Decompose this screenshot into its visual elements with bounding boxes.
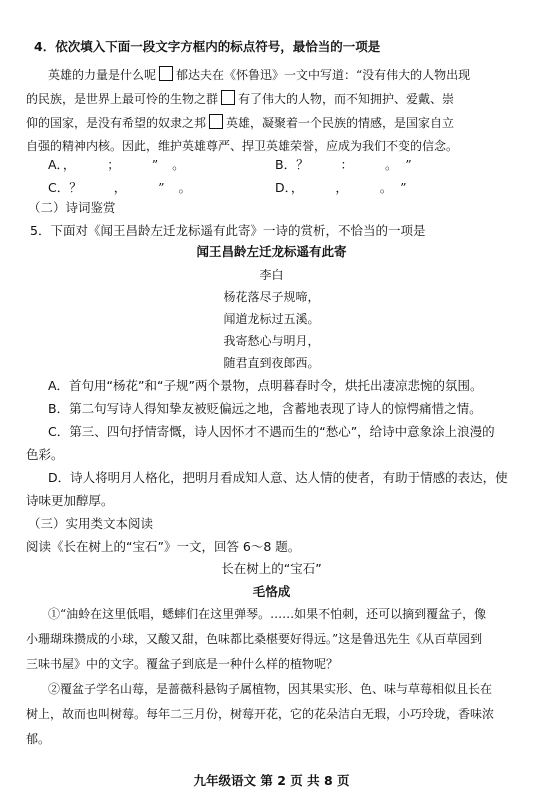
article-p1-line-2: 小珊瑚珠攒成的小球，又酸又甜，色味都比桑椹要好得远。”这是鲁迅先生《从百草园到 bbox=[26, 632, 483, 646]
poem-line-2: 闻道龙标过五溪。 bbox=[223, 312, 320, 326]
section-heading-practical-text: （三）实用类文本阅读 bbox=[28, 516, 154, 531]
punctuation-box-3 bbox=[209, 114, 223, 129]
option-marks: ？ ： 。” bbox=[296, 157, 426, 172]
reading-instructions: 阅读《长在树上的“宝石”》一文，回答 6～8 题。 bbox=[26, 539, 301, 554]
article-p1-line-3: 三味书屋》中的文字。覆盆子到底是一种什么样的植物呢？ bbox=[26, 657, 339, 671]
article-p1-line-1: ①“油蛉在这里低唱，蟋蟀们在这里弹琴。……如果不怕刺，还可以摘到覆盆子，像 bbox=[48, 607, 487, 621]
q4-option-c bbox=[48, 178, 205, 196]
q4-passage-line-2 bbox=[26, 90, 454, 107]
poem-line-1: 杨花落尽子规啼， bbox=[223, 290, 320, 304]
option-label: D． bbox=[275, 180, 291, 195]
article-title: 长在树上的“宝石” bbox=[221, 561, 322, 576]
q4-stem: 4．依次填入下面一段文字方框内的标点符号，最恰当的一项是 bbox=[34, 39, 381, 54]
option-label: B． bbox=[275, 157, 297, 172]
poem-line-3: 我寄愁心与明月， bbox=[223, 334, 320, 348]
poem-title: 闻王昌龄左迁龙标遥有此寄 bbox=[196, 244, 347, 259]
q4-p2-part-b: 有了伟大的人物，而不知拥护、爱戴、崇 bbox=[238, 92, 455, 106]
q4-passage-line-1 bbox=[48, 66, 470, 83]
q4-option-b bbox=[275, 155, 426, 173]
q4-passage-line-3 bbox=[26, 114, 454, 131]
article-author: 毛恪成 bbox=[252, 584, 291, 599]
q4-p3-part-b: 英雄，凝聚着一个民族的情感，是国家自立 bbox=[226, 116, 455, 130]
q5-option-b: B．第二句写诗人得知挚友被贬偏远之地，含蓄地表现了诗人的惊愕痛惜之情。 bbox=[48, 401, 482, 416]
q5-stem: 5．下面对《闻王昌龄左迁龙标遥有此寄》一诗的赏析，不恰当的一项是 bbox=[30, 223, 426, 238]
punctuation-box-2 bbox=[221, 90, 235, 105]
punctuation-box-1 bbox=[159, 66, 173, 81]
q5-option-c-line-2: 色彩。 bbox=[26, 447, 64, 462]
article-p2-line-1: ②覆盆子学名山莓，是蔷薇科悬钩子属植物，因其果实形、色、味与草莓相似且长在 bbox=[48, 682, 493, 696]
option-marks: ？ ， ”。 bbox=[69, 180, 206, 195]
option-marks: ， ； ”。 bbox=[62, 157, 199, 172]
q4-option-a bbox=[48, 155, 199, 173]
q5-option-a: A．首句用“杨花”和“子规”两个景物，点明暮春时令，烘托出凄凉悲惋的氛围。 bbox=[48, 378, 483, 393]
article-p2-line-3: 郁。 bbox=[26, 732, 51, 746]
q4-p2-part-a: 的民族，是世界上最可怜的生物之群 bbox=[26, 92, 219, 106]
q4-p3-part-a: 仰的国家，是没有希望的奴隶之邦 bbox=[26, 116, 207, 130]
q5-option-d-line-2: 诗味更加醇厚。 bbox=[26, 493, 114, 508]
page-footer: 九年级语文 第 2 页 共 8 页 bbox=[193, 773, 350, 788]
article-p2-line-2: 树上，故而也叫树莓。每年二三月份，树莓开花，它的花朵洁白无瑕，小巧玲珑，香味浓 bbox=[26, 707, 495, 721]
poem-line-4: 随君直到夜郎西。 bbox=[223, 356, 320, 370]
poem-author: 李白 bbox=[259, 268, 284, 282]
option-label: C． bbox=[48, 180, 70, 195]
option-marks: ， ， 。” bbox=[290, 180, 421, 195]
option-label: A． bbox=[48, 157, 63, 172]
section-heading-poetry: （二）诗词鉴赏 bbox=[28, 200, 116, 215]
q4-p1-part-b: 郁达夫在《怀鲁迅》一文中写道：“没有伟大的人物出现 bbox=[176, 68, 471, 82]
q5-option-d-line-1: D．诗人将明月人格化，把明月看成知人意、达人情的使者，有助于情感的表达，使 bbox=[48, 470, 508, 485]
q4-passage-line-4: 自强的精神内核。因此，维护英雄尊严、捍卫英雄荣誉，应成为我们不变的信念。 bbox=[26, 139, 459, 153]
q4-p1-part-a: 英雄的力量是什么呢 bbox=[48, 68, 157, 82]
q5-option-c-line-1: C．第三、四句抒情寄慨，诗人因怀才不遇而生的“愁心”，给诗中意象涂上浪漫的 bbox=[48, 424, 495, 439]
q4-option-d bbox=[275, 178, 420, 196]
